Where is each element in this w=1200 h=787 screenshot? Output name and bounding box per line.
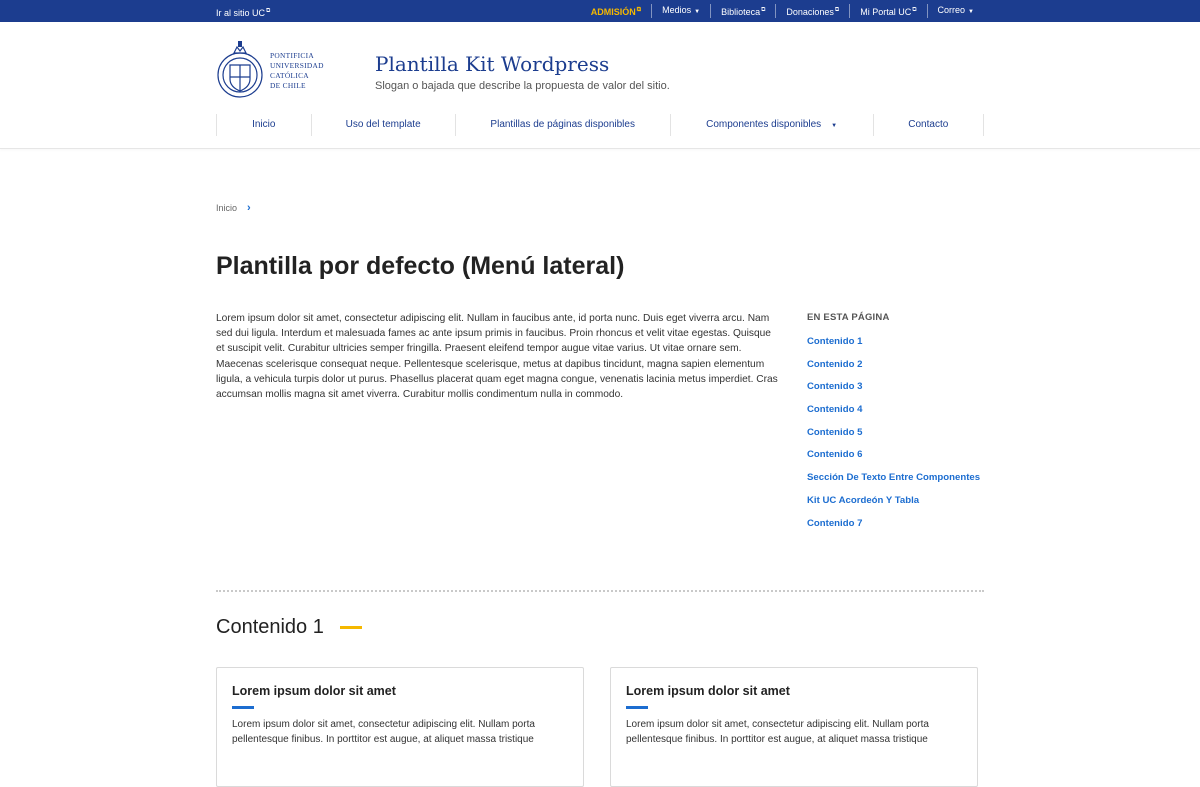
nav-label: Componentes disponibles bbox=[706, 119, 822, 130]
external-link-icon: ⧉ bbox=[912, 7, 917, 13]
breadcrumb bbox=[216, 202, 251, 214]
on-this-page bbox=[807, 312, 987, 539]
nav-item-uso-del-template[interactable] bbox=[311, 114, 455, 136]
card-text: Lorem ipsum dolor sit amet, consectetur adipiscing elit. Nullam porta pellentesque finibus. In porttitor est augue, at aliquet massa tristique bbox=[626, 719, 929, 745]
topbar-item-medios[interactable] bbox=[651, 4, 710, 18]
admision-label: ADMISIÓN bbox=[590, 7, 636, 17]
logo-wordmark bbox=[270, 51, 324, 91]
toc-link[interactable]: Contenido 7 bbox=[807, 517, 863, 529]
site-slogan: Slogan o bajada que describe la propuesta de valor del sitio. bbox=[375, 80, 670, 92]
section-divider bbox=[216, 590, 984, 592]
toc-link[interactable]: Contenido 2 bbox=[807, 358, 863, 370]
page-title: Plantilla por defecto (Menú lateral) bbox=[216, 252, 625, 280]
biblioteca-label: Biblioteca bbox=[721, 7, 761, 17]
top-nav bbox=[581, 0, 984, 22]
section-accent-bar bbox=[340, 626, 362, 629]
card-accent-bar bbox=[626, 706, 648, 709]
nav-label: Inicio bbox=[252, 119, 276, 130]
chevron-right-icon: › bbox=[247, 202, 251, 214]
nav-item-inicio[interactable] bbox=[216, 114, 311, 136]
card-title: Lorem ipsum dolor sit amet bbox=[232, 684, 396, 698]
toc-link[interactable]: Contenido 3 bbox=[807, 381, 863, 393]
section-title-text: Contenido 1 bbox=[216, 616, 324, 638]
nav-item-plantillas[interactable] bbox=[455, 114, 670, 136]
external-link-icon: ⧉ bbox=[266, 8, 271, 14]
card-accent-bar bbox=[232, 706, 254, 709]
on-this-page-title: EN ESTA PÁGINA bbox=[807, 312, 890, 323]
nav-label: Uso del template bbox=[345, 119, 421, 130]
top-bar bbox=[0, 0, 1200, 22]
card-title: Lorem ipsum dolor sit amet bbox=[626, 684, 790, 698]
toc-link[interactable]: Sección De Texto Entre Componentes bbox=[807, 472, 981, 484]
donaciones-label: Donaciones bbox=[786, 7, 834, 17]
medios-label: Medios bbox=[662, 5, 692, 15]
content-card bbox=[610, 667, 978, 787]
logo-line: DE CHILE bbox=[270, 81, 306, 90]
breadcrumb-item-inicio[interactable]: Inicio bbox=[216, 203, 238, 213]
ir-al-sitio-uc-label: Ir al sitio UC bbox=[216, 8, 266, 18]
nav-label: Plantillas de páginas disponibles bbox=[490, 119, 635, 130]
page-body-text: Lorem ipsum dolor sit amet, consectetur adipiscing elit. Nullam in faucibus ante, id porta nunc. Duis eget viverra arcu. Nam sed dui ligula. Interdum et malesuada fames ac ante ipsum primis in faucibus. Proin rhoncus et velit vitae egestas. Quisque et suscipit velit. Curabitur ultricies semper fringilla. Praesent eleifend tempor augue vitae varius. Ut vitae ornare sem. Maecenas scelerisque consequat neque. Pellentesque scelerisque, metus at dapibus tincidunt, magna sapien elementum ligula, a vehicula turpis dolor ut purus. Phasellus placerat quam eget magna congue, venenatis lacinia metus imperdiet. Cras accumsan mollis magna sit amet viverra. Curabitur mollis condimentum nulla in commodo. bbox=[216, 313, 778, 401]
main-nav bbox=[216, 114, 984, 136]
uc-logo[interactable] bbox=[216, 38, 331, 104]
caret-down-icon: ▼ bbox=[831, 123, 838, 129]
topbar-item-mi-portal-uc[interactable] bbox=[849, 4, 926, 18]
caret-down-icon: ▼ bbox=[968, 9, 974, 15]
mi-portal-uc-label: Mi Portal UC bbox=[860, 7, 912, 17]
content-card bbox=[216, 667, 584, 787]
topbar-item-donaciones[interactable] bbox=[775, 4, 849, 18]
logo-line: PONTIFICIA bbox=[270, 51, 315, 60]
nav-item-componentes[interactable] bbox=[670, 114, 873, 136]
topbar-item-admision[interactable] bbox=[581, 4, 651, 18]
external-link-icon: ⧉ bbox=[834, 7, 840, 13]
nav-item-contacto[interactable] bbox=[873, 114, 984, 136]
site-header bbox=[0, 22, 1200, 149]
on-this-page-list bbox=[807, 335, 987, 539]
card-text: Lorem ipsum dolor sit amet, consectetur adipiscing elit. Nullam porta pellentesque finibus. In porttitor est augue, at aliquet massa tristique bbox=[232, 719, 535, 745]
toc-link[interactable]: Contenido 5 bbox=[807, 426, 863, 438]
site-title[interactable]: Plantilla Kit Wordpress bbox=[375, 52, 610, 76]
toc-link[interactable]: Contenido 4 bbox=[807, 404, 863, 416]
external-link-icon: ⧉ bbox=[636, 7, 642, 13]
logo-line: CATÓLICA bbox=[270, 71, 309, 80]
toc-link[interactable]: Contenido 6 bbox=[807, 449, 863, 461]
topbar-item-correo[interactable] bbox=[927, 4, 984, 18]
logo-line: UNIVERSIDAD bbox=[270, 61, 324, 70]
topbar-item-biblioteca[interactable] bbox=[710, 4, 775, 18]
toc-link[interactable]: Contenido 1 bbox=[807, 336, 863, 347]
toc-link[interactable]: Kit UC Acordeón Y Tabla bbox=[807, 494, 920, 506]
external-link-icon: ⧉ bbox=[761, 7, 766, 13]
ir-al-sitio-uc-link[interactable] bbox=[216, 0, 270, 22]
section-title bbox=[216, 616, 362, 639]
correo-label: Correo bbox=[937, 5, 966, 15]
caret-down-icon: ▼ bbox=[694, 9, 701, 15]
uc-crest-icon bbox=[216, 39, 264, 103]
nav-label: Contacto bbox=[908, 119, 949, 130]
